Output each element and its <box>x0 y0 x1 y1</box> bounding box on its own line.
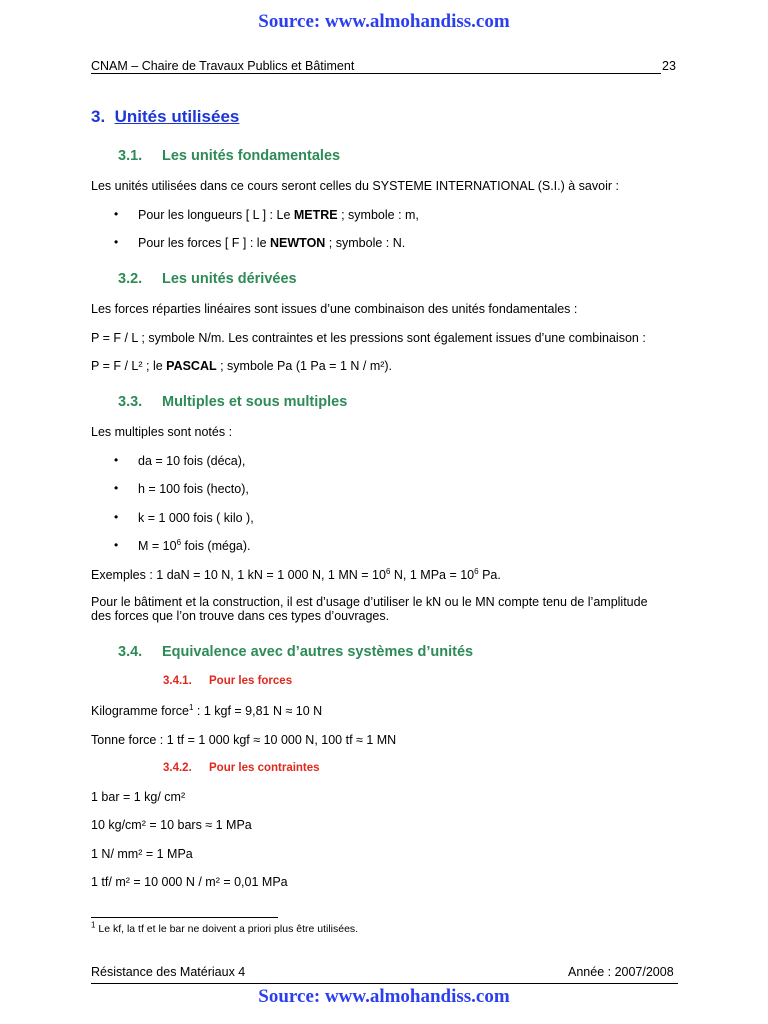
footnote-ref: 1 <box>188 702 194 712</box>
subsection-number: 3.2. <box>118 271 143 287</box>
s33-paragraph-line-1: Pour le bâtiment et la construction, il est d’usage d’utiliser le kN ou le MN compte tenu de l’amplitude <box>91 595 648 609</box>
bullet-icon: • <box>114 481 119 495</box>
list-item: • k = 1 000 fois ( kilo ), <box>114 510 254 525</box>
footnote-mark: 1 <box>91 920 96 930</box>
stress-line-2: 10 kg/cm² = 10 bars ≈ 1 MPa <box>91 818 252 832</box>
kgf-line: Kilogramme force$^1$ : 1 kgf = 9,81 N ≈ 10 N <box>91 702 323 718</box>
subsection-3-2-heading <box>118 271 297 287</box>
bullet-icon: • <box>114 235 119 249</box>
source-banner-top: Source: www.almohandiss.com <box>258 11 510 32</box>
subsection-3-1-heading <box>118 148 340 164</box>
subsection-number: 3.4. <box>118 644 143 660</box>
section-heading <box>91 107 239 127</box>
section-title: Unités utilisées <box>114 107 240 126</box>
subsection-title: Multiples et sous multiples <box>162 394 348 410</box>
stress-line-3: 1 N/ mm² = 1 MPa <box>91 847 193 861</box>
header-rule <box>91 73 661 74</box>
list-item: • da = 10 fois (déca), <box>114 453 246 468</box>
bullet-icon: • <box>114 538 119 552</box>
subsection-title: Equivalence avec d’autres systèmes d’unités <box>162 644 474 660</box>
stress-line-1: 1 bar = 1 kg/ cm² <box>91 790 186 804</box>
subsubsection-title: Pour les contraintes <box>209 762 320 774</box>
subsection-number: 3.3. <box>118 394 143 410</box>
s32-paragraph-1: Les forces réparties linéaires sont issues d’une combinaison des unités fondamentales : <box>91 302 578 316</box>
running-header-title: CNAM – Chaire de Travaux Publics et Bâtiment <box>91 59 355 73</box>
subsection-title: Les unités fondamentales <box>162 148 341 164</box>
subsubsection-number: 3.4.1. <box>163 675 192 687</box>
tf-line: Tonne force : 1 tf = 1 000 kgf ≈ 10 000 N, 100 tf ≈ 1 MN <box>91 733 397 747</box>
list-item: • $M = 10^6$ fois (méga). <box>114 537 251 553</box>
bullet-icon: • <box>114 510 119 524</box>
s32-paragraph-3: P = F / L² ; le PASCAL ; symbole Pa (1 Pa = 1 N / m²). <box>91 359 393 373</box>
subsection-title: Les unités dérivées <box>162 271 297 287</box>
subsection-3-3-heading <box>118 394 347 410</box>
s33-paragraph-line-2: des forces que l’on trouve dans ces types d’ouvrages. <box>91 609 390 623</box>
page-number: 23 <box>662 59 676 73</box>
subsection-number: 3.1. <box>118 148 143 164</box>
bullet-icon: • <box>114 207 119 221</box>
footer-rule <box>91 983 678 984</box>
s32-paragraph-2: P = F / L ; symbole N/m. Les contraintes et les pressions sont également issues d’une combinaison : <box>91 331 646 345</box>
subsubsection-title: Pour les forces <box>209 675 293 687</box>
footnote: $^1$ Le kf, la tf et le bar ne doivent a priori plus être utilisées. <box>91 920 359 935</box>
bullet-icon: • <box>114 453 119 467</box>
section-number: 3. <box>91 107 106 126</box>
footnote-rule <box>91 917 278 918</box>
stress-line-4: 1 tf/ m² = 10 000 N / m² = 0,01 MPa <box>91 875 288 889</box>
source-banner-bottom: Source: www.almohandiss.com <box>258 986 510 1007</box>
s31-intro: Les unités utilisées dans ce cours seront celles du SYSTEME INTERNATIONAL (S.I.) à savoir : <box>91 179 619 193</box>
footer-course-title: Résistance des Matériaux 4 <box>91 965 246 979</box>
subsubsection-number: 3.4.2. <box>163 762 192 774</box>
footer-year: Année : 2007/2008 <box>568 965 674 979</box>
subsubsection-3-4-1-heading <box>163 675 292 687</box>
list-item: • h = 100 fois (hecto), <box>114 481 249 496</box>
list-item: • Pour les forces [ F ] : le NEWTON ; symbole : N. <box>114 235 406 250</box>
s33-intro: Les multiples sont notés : <box>91 425 233 439</box>
list-item: • Pour les longueurs [ L ] : Le METRE ; symbole : m, <box>114 207 419 222</box>
s33-examples: Exemples : 1 daN = 10 N, 1 kN = 1 000 N, 1 MN = $10^6$ N, 1 MPa = $10^6$ Pa. <box>91 566 501 582</box>
subsection-3-4-heading <box>118 644 473 660</box>
subsubsection-3-4-2-heading <box>163 762 320 774</box>
